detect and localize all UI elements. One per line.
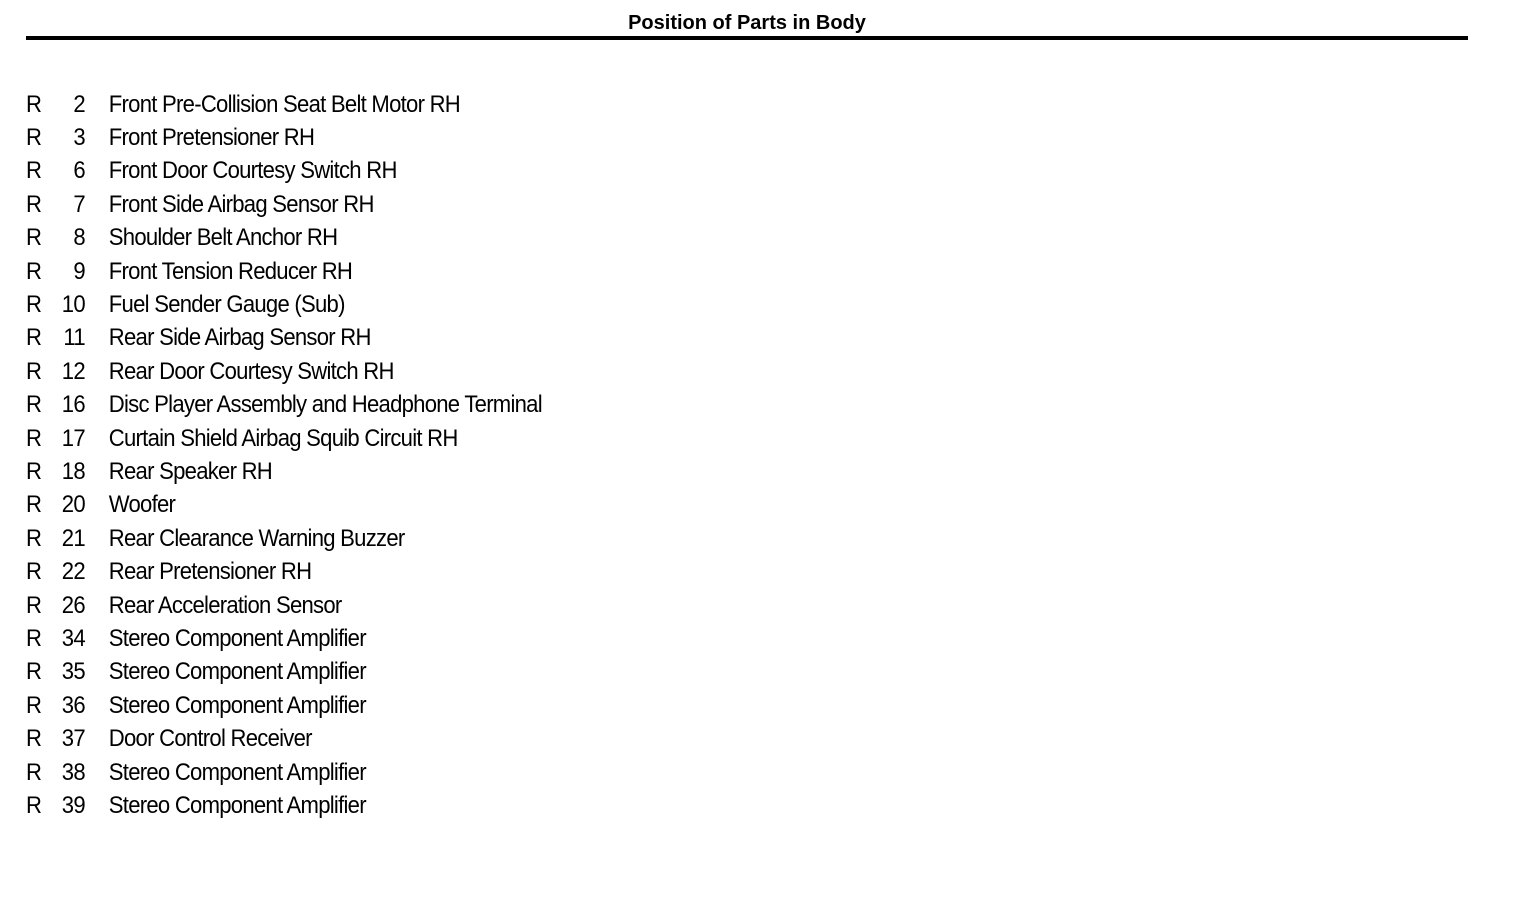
- part-code: R: [26, 591, 42, 619]
- list-item: [26, 789, 542, 822]
- part-name: Rear Speaker RH: [108, 457, 273, 485]
- list-item: [26, 121, 542, 154]
- part-number: 10: [61, 291, 85, 319]
- part-number: 22: [61, 558, 85, 586]
- part-name: Stereo Component Amplifier: [108, 691, 366, 719]
- part-code: R: [26, 357, 42, 385]
- part-code: R: [26, 124, 42, 152]
- part-number: 18: [61, 457, 85, 485]
- part-number: 3: [73, 124, 85, 152]
- page-title: Position of Parts in Body: [628, 12, 866, 34]
- list-item: [26, 622, 542, 655]
- part-number: 9: [73, 257, 85, 285]
- part-code: R: [26, 791, 42, 819]
- part-name: Door Control Receiver: [108, 725, 312, 753]
- list-item: [26, 656, 542, 689]
- part-number: 26: [61, 591, 85, 619]
- part-number: 2: [73, 90, 85, 118]
- part-number: 36: [61, 691, 85, 719]
- list-item: [26, 88, 542, 121]
- part-number: 21: [61, 524, 85, 552]
- part-number: 11: [63, 324, 85, 352]
- part-name: Curtain Shield Airbag Squib Circuit RH: [108, 424, 458, 452]
- part-code: R: [26, 624, 42, 652]
- part-code: R: [26, 491, 42, 519]
- part-name: Disc Player Assembly and Headphone Terminal: [108, 391, 542, 419]
- list-item: [26, 255, 542, 288]
- part-number: 7: [73, 190, 85, 218]
- part-code: R: [26, 658, 42, 686]
- list-item: [26, 355, 542, 388]
- part-name: Front Pretensioner RH: [108, 124, 315, 152]
- parts-list: [26, 88, 587, 823]
- part-name: Stereo Component Amplifier: [108, 658, 366, 686]
- part-name: Rear Door Courtesy Switch RH: [108, 357, 394, 385]
- part-code: R: [26, 725, 42, 753]
- part-number: 35: [61, 658, 85, 686]
- part-number: 17: [61, 424, 85, 452]
- list-item: [26, 555, 542, 588]
- part-name: Shoulder Belt Anchor RH: [108, 224, 338, 252]
- part-number: 6: [73, 157, 85, 185]
- part-code: R: [26, 558, 42, 586]
- list-item: [26, 455, 542, 488]
- part-code: R: [26, 291, 42, 319]
- part-name: Stereo Component Amplifier: [108, 758, 366, 786]
- list-item: [26, 689, 542, 722]
- part-name: Stereo Component Amplifier: [108, 624, 366, 652]
- part-code: R: [26, 190, 42, 218]
- part-number: 37: [61, 725, 85, 753]
- part-name: Rear Clearance Warning Buzzer: [108, 524, 405, 552]
- list-item: [26, 722, 542, 755]
- part-name: Front Side Airbag Sensor RH: [108, 190, 374, 218]
- part-code: R: [26, 324, 42, 352]
- list-item: [26, 222, 542, 255]
- part-name: Woofer: [108, 491, 176, 519]
- part-code: R: [26, 524, 42, 552]
- list-item: [26, 489, 542, 522]
- list-item: [26, 522, 542, 555]
- part-name: Rear Pretensioner RH: [108, 558, 312, 586]
- part-code: R: [26, 157, 42, 185]
- part-name: Fuel Sender Gauge (Sub): [108, 291, 345, 319]
- list-item: [26, 322, 542, 355]
- part-name: Rear Acceleration Sensor: [108, 591, 342, 619]
- part-number: 20: [61, 491, 85, 519]
- list-item: [26, 155, 542, 188]
- list-item: [26, 589, 542, 622]
- part-number: 34: [61, 624, 85, 652]
- part-code: R: [26, 224, 42, 252]
- part-name: Stereo Component Amplifier: [108, 791, 366, 819]
- list-item: [26, 188, 542, 221]
- part-code: R: [26, 457, 42, 485]
- part-code: R: [26, 424, 42, 452]
- part-number: 8: [73, 224, 85, 252]
- part-number: 12: [61, 357, 85, 385]
- part-name: Front Tension Reducer RH: [108, 257, 353, 285]
- part-number: 38: [61, 758, 85, 786]
- part-code: R: [26, 90, 42, 118]
- part-name: Front Door Courtesy Switch RH: [108, 157, 397, 185]
- list-item: [26, 389, 542, 422]
- list-item: [26, 288, 542, 321]
- part-number: 16: [61, 391, 85, 419]
- part-code: R: [26, 391, 42, 419]
- part-code: R: [26, 257, 42, 285]
- title-divider: [26, 36, 1468, 40]
- part-code: R: [26, 758, 42, 786]
- part-code: R: [26, 691, 42, 719]
- part-number: 39: [61, 791, 85, 819]
- list-item: [26, 422, 542, 455]
- list-item: [26, 756, 542, 789]
- part-name: Front Pre-Collision Seat Belt Motor RH: [108, 90, 461, 118]
- part-name: Rear Side Airbag Sensor RH: [108, 324, 371, 352]
